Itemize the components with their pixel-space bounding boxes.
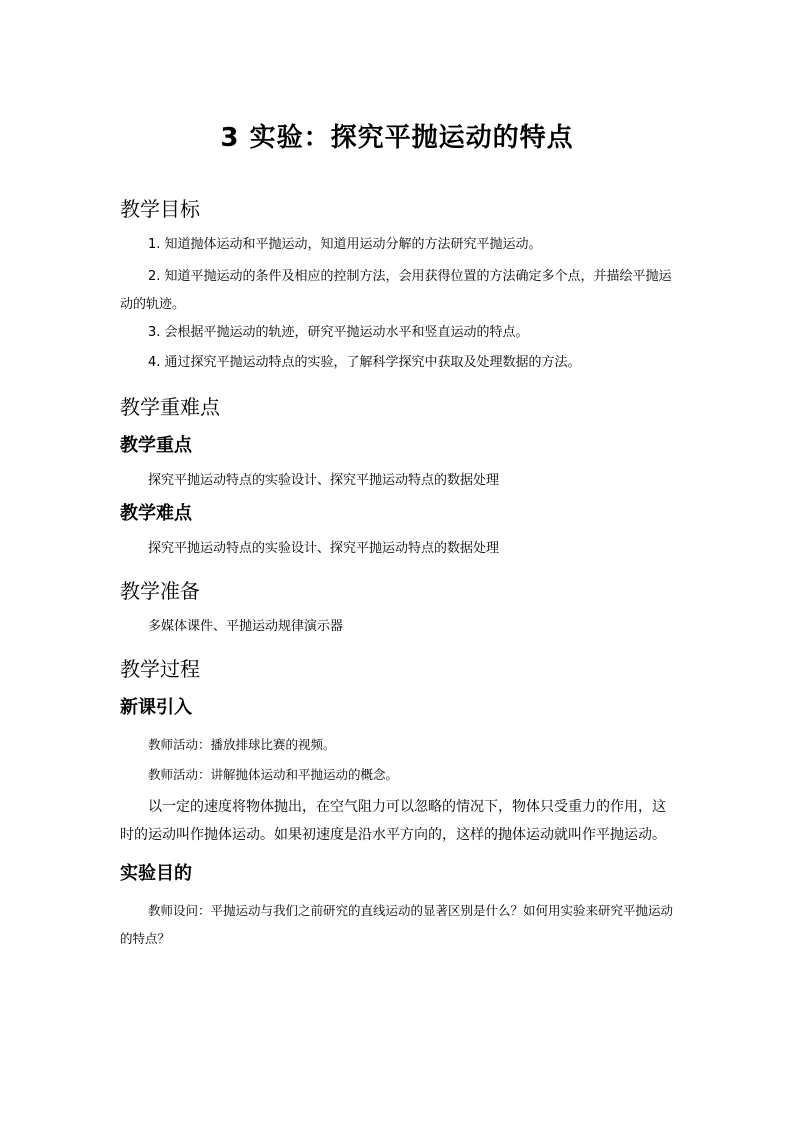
objective-item-3: 3. 会根据平抛运动的轨迹，研究平抛运动水平和竖直运动的特点。 xyxy=(148,325,529,340)
difficult-points-text: 探究平抛运动特点的实验设计、探究平抛运动特点的数据处理 xyxy=(148,541,500,556)
heading-preparation: 教学准备 xyxy=(120,579,200,603)
objective-item-2: 2. 知道平抛运动的条件及相应的控制方法，会用获得位置的方法确定多个点，并描绘平抛运动的轨迹。 xyxy=(120,269,672,312)
heading-objectives: 教学目标 xyxy=(120,197,200,221)
teacher-activity-2: 教师活动：讲解抛体运动和平抛运动的概念。 xyxy=(148,767,399,782)
page-title: 3 实验：探究平抛运动的特点 xyxy=(220,123,574,153)
heading-purpose: 实验目的 xyxy=(120,863,192,884)
heading-key-points: 教学重点 xyxy=(120,435,192,456)
objective-item-4: 4. 通过探究平抛运动特点的实验，了解科学探究中获取及处理数据的方法。 xyxy=(148,355,581,370)
heading-key-difficult: 教学重难点 xyxy=(120,395,220,419)
objective-item-1: 1. 知道抛体运动和平抛运动，知道用运动分解的方法研究平抛运动。 xyxy=(148,237,542,252)
concept-paragraph: 以一定的速度将物体抛出，在空气阻力可以忽略的情况下，物体只受重力的作用，这时的运动叫作抛体运动。如果初速度是沿水平方向的，这样的抛体运动就叫作平抛运动。 xyxy=(120,799,666,843)
teacher-activity-1: 教师活动：播放排球比赛的视频。 xyxy=(148,737,336,752)
heading-difficult-points: 教学难点 xyxy=(120,503,192,524)
preparation-text: 多媒体课件、平抛运动规律演示器 xyxy=(148,619,344,634)
teacher-question: 教师设问：平抛运动与我们之前研究的直线运动的显著区别是什么？如何用实验来研究平抛运动的特点？ xyxy=(120,903,674,946)
heading-process: 教学过程 xyxy=(120,657,200,681)
key-points-text: 探究平抛运动特点的实验设计、探究平抛运动特点的数据处理 xyxy=(148,473,500,488)
heading-intro: 新课引入 xyxy=(120,697,192,718)
